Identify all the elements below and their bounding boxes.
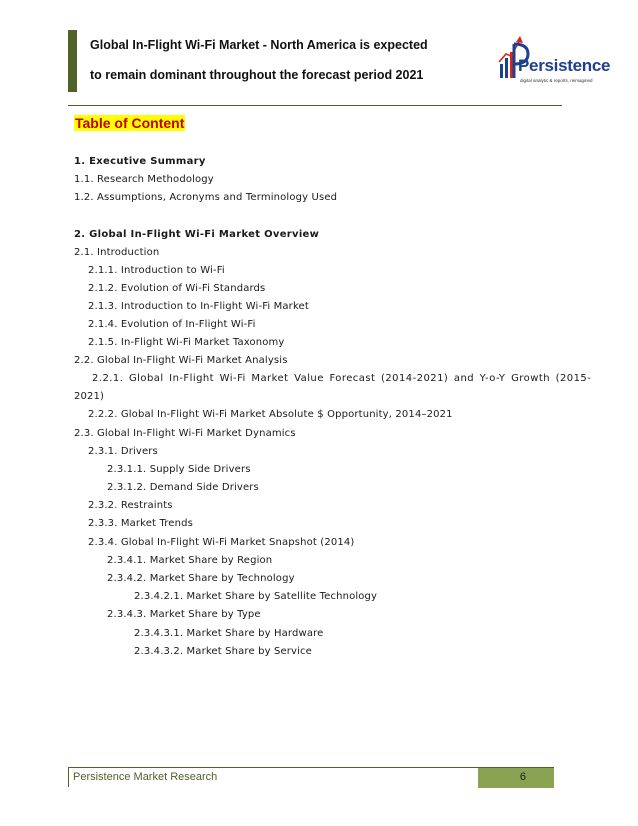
toc-entry-2-3-4-1: 2.3.4.1. Market Share by Region (107, 555, 273, 566)
toc-entry-2-1: 2.1. Introduction (74, 247, 160, 258)
toc-entry-2-1-4: 2.1.4. Evolution of In-Flight Wi-Fi (88, 319, 256, 330)
footer-page-box (478, 768, 554, 788)
toc-entry-2-1-2: 2.1.2. Evolution of Wi-Fi Standards (88, 283, 266, 294)
toc-entry-2-3-1-2: 2.3.1.2. Demand Side Drivers (107, 482, 259, 493)
toc-entry-2-2-1: 2.2.1. Global In-Flight Wi-Fi Market Value Forecast (2014-2021) and Y-o-Y Growth (2015- (92, 373, 592, 384)
toc-title: Table of Content (75, 115, 185, 131)
toc-entry-2-2-2: 2.2.2. Global In-Flight Wi-Fi Market Absolute $ Opportunity, 2014–2021 (88, 409, 453, 420)
logo-tagline: digital analytic & reports, reimagined (520, 78, 593, 83)
toc-entry-2-3-1-1: 2.3.1.1. Supply Side Drivers (107, 464, 251, 475)
toc-entry-2-2: 2.2. Global In-Flight Wi-Fi Market Analysis (74, 355, 288, 366)
page-footer (68, 767, 554, 788)
toc-entry-1-2: 1.2. Assumptions, Acronyms and Terminology Used (74, 192, 338, 203)
toc-entry-2-3-1: 2.3.1. Drivers (88, 446, 158, 457)
page-number: 6 (519, 771, 526, 783)
toc-entry-2-3-4-3-1: 2.3.4.3.1. Market Share by Hardware (134, 628, 324, 639)
header-title-line2: to remain dominant throughout the forecast period 2021 (90, 68, 424, 82)
header-divider (68, 105, 562, 106)
toc-entry-1-1: 1.1. Research Methodology (74, 174, 214, 185)
footer-label-box (68, 768, 479, 787)
toc-entry-2-1-3: 2.1.3. Introduction to In-Flight Wi-Fi Market (88, 301, 309, 312)
toc-entry-2-3: 2.3. Global In-Flight Wi-Fi Market Dynamics (74, 428, 296, 439)
toc-entry-1: 1. Executive Summary (74, 156, 206, 167)
toc-entry-2: 2. Global In-Flight Wi-Fi Market Overview (74, 229, 320, 240)
toc-entry-2-3-4-3: 2.3.4.3. Market Share by Type (107, 609, 261, 620)
toc-entry-2-3-3: 2.3.3. Market Trends (88, 518, 193, 529)
toc-entry-2-1-5: 2.1.5. In-Flight Wi-Fi Market Taxonomy (88, 337, 285, 348)
toc-entry-2-3-4-3-2: 2.3.4.3.2. Market Share by Service (134, 646, 312, 657)
toc-entry-2-3-4-2-1: 2.3.4.2.1. Market Share by Satellite Technology (134, 591, 378, 602)
toc-entry-2-3-2: 2.3.2. Restraints (88, 500, 173, 511)
header-accent-bar (68, 30, 77, 92)
persistence-logo (498, 34, 611, 92)
header-title-line1: Global In-Flight Wi-Fi Market - North America is expected (90, 38, 428, 52)
page-header (68, 30, 611, 92)
toc-entry-2-2-1-cont: 2021) (74, 391, 105, 402)
footer-label: Persistence Market Research (73, 771, 218, 783)
toc-entry-2-3-4-2: 2.3.4.2. Market Share by Technology (107, 573, 295, 584)
toc-entry-2-1-1: 2.1.1. Introduction to Wi-Fi (88, 265, 225, 276)
logo-wordmark: Persistence (518, 56, 611, 75)
toc-entry-2-3-4: 2.3.4. Global In-Flight Wi-Fi Market Snapshot (2014) (88, 537, 355, 548)
